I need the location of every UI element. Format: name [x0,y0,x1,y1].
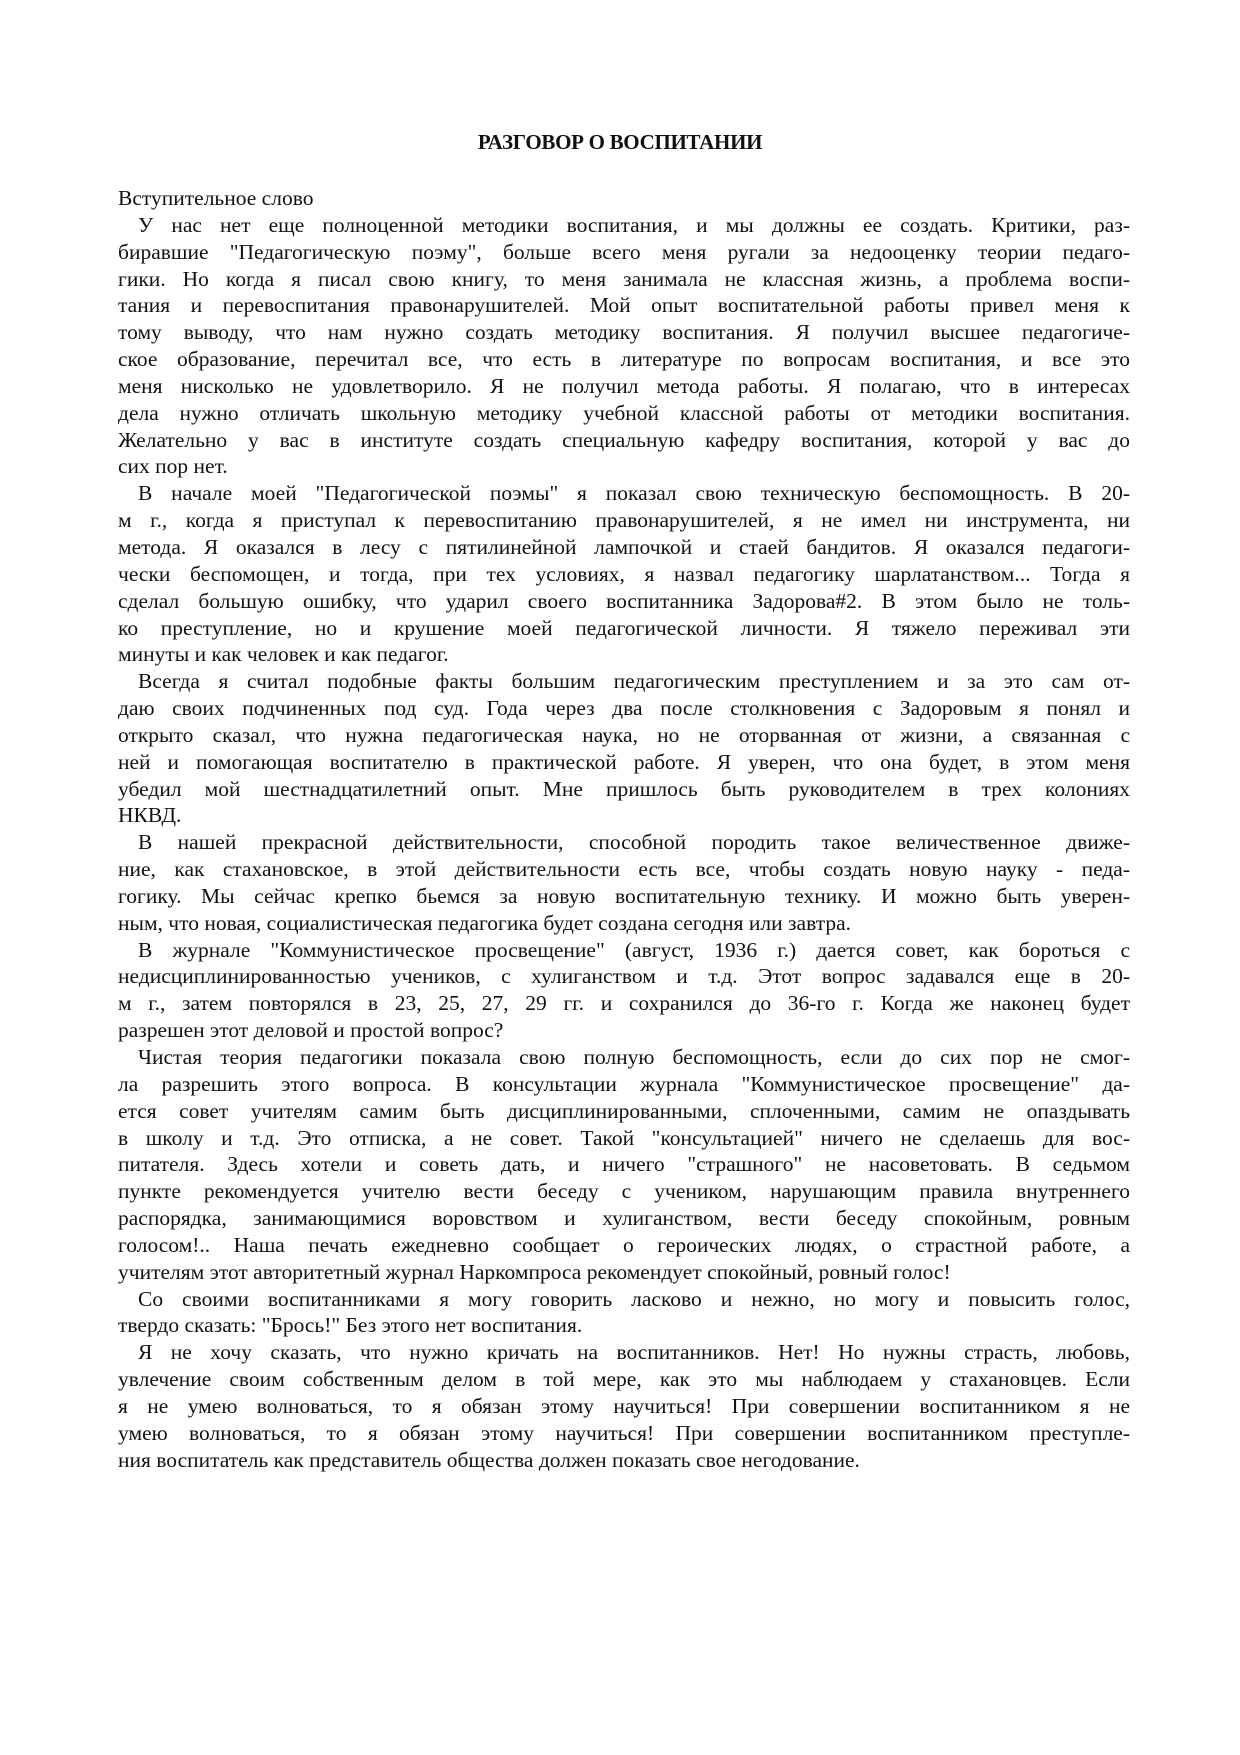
text-line: недисциплинированностью учеников, с хулиганством и т.д. Этот вопрос задавался еще в 20- [118,964,1130,989]
paragraph [118,1286,1130,1340]
text-line: питателя. Здесь хотели и советь дать, и ничего "страшного" не насоветовать. В седьмом [118,1152,1130,1177]
text-line: НКВД. [118,803,182,828]
text-line: тому выводу, что нам нужно создать методику воспитания. Я получил высшее педагогиче- [118,320,1130,345]
text-line: чески беспомощен, и тогда, при тех условиях, я назвал педагогику шарлатанством... Тогда я [118,561,1130,586]
text-line: В журнале "Коммунистическое просвещение" (август, 1936 г.) дается совет, как бороться с [138,937,1130,962]
text-line: В нашей прекрасной действительности, способной породить такое величественное движе- [138,830,1130,855]
text-line: пункте рекомендуется учителю вести беседу с учеником, нарушающим правила внутреннего [118,1179,1130,1204]
text-line: я не умею волноваться, то я обязан этому научиться! При совершении воспитанником я не [118,1393,1130,1418]
text-line: меня нисколько не удовлетворило. Я не получил метода работы. Я полагаю, что в интересах [118,373,1130,398]
text-line: увлечение своим собственным делом в той мере, как это мы наблюдаем у стахановцев. Если [118,1367,1130,1392]
document-body [118,185,1130,1474]
text-line: сих пор нет. [118,454,228,479]
text-line: м г., когда я приступал к перевоспитанию правонарушителей, я не имел ни инструмента, ни [118,508,1130,533]
text-line: В начале моей "Педагогической поэмы" я показал свою техническую беспомощность. В 20- [138,481,1130,506]
document-title: РАЗГОВОР О ВОСПИТАНИИ [477,130,763,154]
text-line: Чистая теория педагогики показала свою полную беспомощность, если до сих пор не смог- [138,1045,1130,1069]
paragraph [118,480,1130,668]
text-line: Желательно у вас в институте создать специальную кафедру воспитания, которой у вас до [118,427,1130,452]
text-line: гогику. Мы сейчас крепко бьемся за новую воспитательную технику. И можно быть уверен- [118,883,1130,908]
text-line: ется совет учителям самим быть дисциплинированными, сплоченными, самим не опаздывать [118,1098,1130,1123]
text-line: ней и помогающая воспитателю в практической работе. Я уверен, что она будет, в этом меня [118,749,1130,774]
text-line: ла разрешить этого вопроса. В консультации журнала "Коммунистическое просвещение" да- [118,1071,1130,1096]
text-line: даю своих подчиненных под суд. Года через два после столкновения с Задоровым я понял и [118,696,1130,721]
text-line: ское образование, перечитал все, что есть в литературе по вопросам воспитания, и все это [118,347,1130,372]
text-line: ным, что новая, социалистическая педагогика будет создана сегодня или завтра. [118,910,852,935]
text-line: У нас нет еще полноценной методики воспитания, и мы должны ее создать. Критики, раз- [138,212,1130,237]
text-line: ния воспитатель как представитель общества должен показать свое негодование. [118,1447,860,1472]
text-line: биравшие "Педагогическую поэму", больше всего меня ругали за недооценку теории педаго- [118,239,1130,264]
text-line: дела нужно отличать школьную методику учебной классной работы от методики воспитания. [118,400,1130,425]
text-line: минуты и как человек и как педагог. [118,642,449,667]
text-line: сделал большую ошибку, что ударил своего воспитанника Задорова#2. В этом было не толь- [118,588,1130,613]
text-line: распорядка, занимающимися воровством и хулиганством, вести беседу спокойным, ровным [118,1206,1130,1231]
text-line: ко преступление, но и крушение моей педагогической личности. Я тяжело переживал эти [118,615,1130,640]
text-line: умею волноваться, то я обязан этому научиться! При совершении воспитанником преступле- [118,1420,1130,1445]
text-line: убедил мой шестнадцатилетний опыт. Мне пришлось быть руководителем в трех колониях [118,776,1130,801]
text-line: метода. Я оказался в лесу с пятилинейной лампочкой и стаей бандитов. Я оказался педагоги- [118,534,1130,559]
text-line: Я не хочу сказать, что нужно кричать на воспитанников. Нет! Но нужны страсть, любовь, [138,1340,1130,1365]
text-line: в школу и т.д. Это отписка, а не совет. Такой "консультацией" ничего не сделаешь для вос- [118,1125,1130,1150]
text-line: открыто сказал, что нужна педагогическая наука, но не оторванная от жизни, а связанная с [118,722,1130,747]
text-line: м г., затем повторялся в 23, 25, 27, 29 гг. и сохранился до 36-го г. Когда же наконец будет [118,991,1130,1016]
text-line: тания и перевоспитания правонарушителей. Мой опыт воспитательной работы привел меня к [118,293,1130,318]
text-line: Всегда я считал подобные факты большим педагогическим преступлением и за это сам от- [138,669,1130,694]
text-line: Со своими воспитанниками я могу говорить ласково и нежно, но могу и повысить голос, [138,1286,1130,1311]
text-line: голосом!.. Наша печать ежедневно сообщает о героических людях, о страстной работе, а [118,1232,1130,1257]
paragraph [118,829,1130,936]
text-line: ние, как стахановское, в этой действительности есть все, чтобы создать новую науку - педа- [118,857,1130,882]
text-line: учителям этот авторитетный журнал Наркомпроса рекомендует спокойный, ровный голос! [118,1259,951,1284]
paragraph [118,668,1130,829]
text-line: твердо сказать: "Брось!" Без этого нет воспитания. [118,1313,583,1338]
paragraph [118,1339,1130,1473]
paragraph [118,1044,1130,1286]
text-line: гики. Но когда я писал свою книгу, то меня занимала не классная жизнь, а проблема воспи- [118,266,1130,291]
text-line: разрешен этот деловой и простой вопрос? [118,1018,504,1043]
paragraph [118,937,1130,1044]
paragraph [118,212,1130,480]
section-subtitle: Вступительное слово [118,186,314,210]
